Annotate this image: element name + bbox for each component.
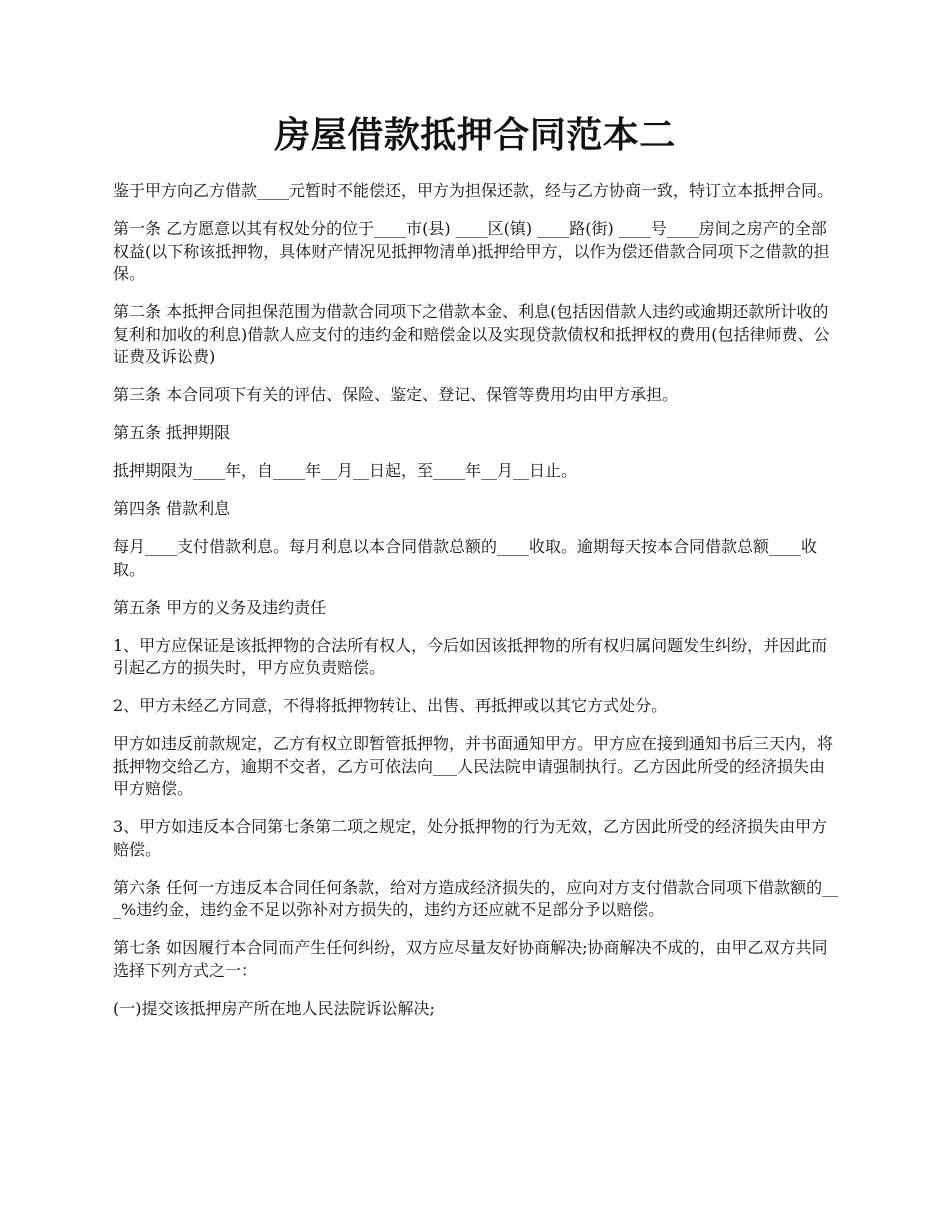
- paragraph-article-3: 第三条 本合同项下有关的评估、保险、鉴定、登记、保管等费用均由甲方承担。: [113, 385, 679, 404]
- paragraph-loan-interest: 每月____支付借款利息。每月利息以本合同借款总额的____收取。逾期每天按本合同借款总额____收取。: [113, 537, 818, 579]
- paragraph-dispute-option-1: (一)提交该抵押房产所在地人民法院诉讼解决;: [113, 998, 435, 1018]
- document-title: 房屋借款抵押合同范本二: [274, 115, 676, 156]
- paragraph-article-2: 第二条 本抵押合同担保范围为借款合同项下之借款本金、利息(包括因借款人违约或逾期还款所计收的复利和加收的利息)借款人应支付的违约金和赔偿金以及实现贷款债权和抵押权的费用(包括律师费、公证费及诉讼费): [113, 302, 830, 366]
- paragraph-article-7: 第七条 如因履行本合同而产生任何纠纷，双方应尽量友好协商解决;协商解决不成的，由甲乙双方共同选择下列方式之一：: [113, 938, 828, 980]
- paragraph-article-1: 第一条 乙方愿意以其有权处分的位于____市(县) ____区(镇) ____路(街) ____号____房间之房产的全部权益(以下称该抵押物，具体财产情况见抵押物清单)抵押给甲方，以作为偿还借款合同项下之借款的担保。: [113, 219, 830, 283]
- paragraph-obligation-2: 2、甲方未经乙方同意，不得将抵押物转让、出售、再抵押或以其它方式处分。: [113, 696, 668, 715]
- paragraph-mortgage-term: 抵押期限为____年，自____年__月__日起，至____年__月__日止。: [113, 461, 578, 480]
- paragraph-obligation-2-detail: 甲方如违反前款规定，乙方有权立即暂管抵押物，并书面通知甲方。甲方应在接到通知书后三天内，将抵押物交给乙方，逾期不交者，乙方可依法向___人民法院申请强制执行。乙方因此所受的经济损失由甲方赔偿。: [113, 734, 834, 798]
- heading-party-a-obligations: 第五条 甲方的义务及违约责任: [113, 597, 327, 617]
- paragraph-preamble: 鉴于甲方向乙方借款____元暂时不能偿还，甲方为担保还款，经与乙方协商一致，特订立本抵押合同。: [113, 181, 834, 200]
- heading-loan-interest: 第四条 借款利息: [113, 499, 231, 518]
- heading-mortgage-term: 第五条 抵押期限: [113, 423, 231, 442]
- paragraph-obligation-1: 1、甲方应保证是该抵押物的合法所有权人，今后如因该抵押物的所有权归属问题发生纠纷，并因此而引起乙方的损失时，甲方应负责赔偿。: [113, 635, 828, 677]
- paragraph-article-6: 第六条 任何一方违反本合同任何条款，给对方造成经济损失的，应向对方支付借款合同项下借款额的___%违约金，违约金不足以弥补对方损失的，违约方还应就不足部分予以赔偿。: [113, 877, 839, 919]
- paragraph-obligation-3: 3、甲方如违反本合同第七条第二项之规定，处分抵押物的行为无效，乙方因此所受的经济损失由甲方赔偿。: [113, 817, 828, 859]
- document-body: [113, 180, 840, 1036]
